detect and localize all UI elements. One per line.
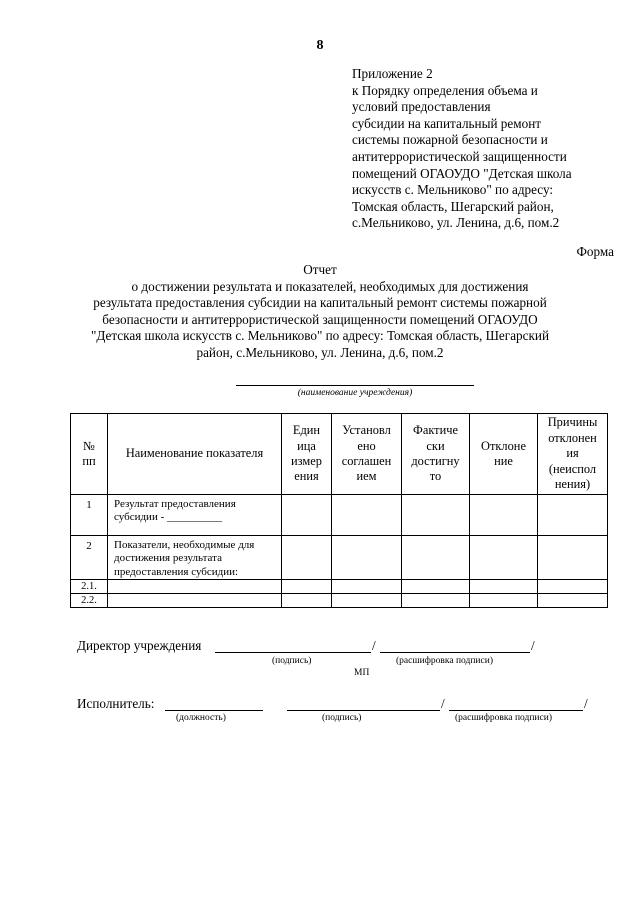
cell-unit[interactable] <box>282 536 332 580</box>
header-actual <box>402 414 470 495</box>
appendix-line: к Порядку определения объема и <box>352 82 538 98</box>
appendix-line: искусств с. Мельниково" по адресу: <box>352 182 554 198</box>
header-text: достигну <box>411 454 460 468</box>
director-decoding-caption: (расшифровка подписи) <box>396 656 493 666</box>
director-signature-caption: (подпись) <box>272 656 312 666</box>
table-row <box>71 580 608 594</box>
cell-deviation[interactable] <box>470 580 538 594</box>
appendix-line: Приложение 2 <box>352 66 433 81</box>
header-indicator-name: Наименование показателя <box>108 414 282 495</box>
row-name <box>108 495 282 536</box>
table-row <box>71 594 608 608</box>
header-text: ние <box>494 454 513 468</box>
row-num: 2.2. <box>71 594 108 608</box>
cell-agreed[interactable] <box>332 594 402 608</box>
page-number: 8 <box>316 38 324 53</box>
cell-actual[interactable] <box>402 495 470 536</box>
header-text: ски <box>426 438 445 453</box>
report-line: безопасности и антитеррористической защищенности помещений ОГАОУДО <box>102 311 538 327</box>
row-name-line: субсидии - __________ <box>114 511 222 524</box>
header-text: Отклоне <box>481 438 526 453</box>
header-text: ено <box>357 438 376 453</box>
header-text: пп <box>82 454 96 468</box>
cell-agreed[interactable] <box>332 495 402 536</box>
header-text: Един <box>292 423 321 438</box>
cell-unit[interactable] <box>282 495 332 536</box>
appendix-line: помещений ОГАОУДО "Детская школа <box>352 165 572 181</box>
header-text: Установл <box>342 423 391 438</box>
appendix-line: с.Мельниково, ул. Ленина, д.6, пом.2 <box>352 215 560 231</box>
executor-signature-line[interactable] <box>287 710 440 711</box>
appendix-line: субсидии на капитальный ремонт <box>352 115 542 131</box>
header-text: соглашен <box>341 454 392 468</box>
header-text: то <box>429 469 442 484</box>
director-slash-end: / <box>531 638 535 653</box>
indicators-table <box>70 413 608 608</box>
header-text: измер <box>291 454 322 468</box>
cell-reasons[interactable] <box>538 495 608 536</box>
cell-actual[interactable] <box>402 580 470 594</box>
header-text: ица <box>297 438 316 453</box>
appendix-header <box>352 66 572 232</box>
report-line: "Детская школа искусств с. Мельниково" по адресу: Томская область, Шегарский <box>90 328 550 344</box>
cell-reasons[interactable] <box>538 580 608 594</box>
director-slash: / <box>372 638 376 653</box>
row-name[interactable] <box>108 580 282 594</box>
header-text: № <box>83 438 95 453</box>
report-title: Отчет <box>303 262 337 277</box>
appendix-line: условий предоставления <box>352 99 491 115</box>
director-signature-line[interactable] <box>215 652 371 653</box>
cell-reasons[interactable] <box>538 536 608 580</box>
header-num <box>71 414 108 495</box>
executor-position-line[interactable] <box>165 710 263 711</box>
header-text: ия <box>566 446 579 461</box>
header-text: отклонен <box>548 430 597 445</box>
executor-slash-end: / <box>584 696 588 711</box>
report-line: о достижении результата и показателей, необходимых для достижения <box>131 278 529 294</box>
row-name-line: Результат предоставления <box>114 498 236 510</box>
report-line: район, с.Мельниково, ул. Ленина, д.6, пом.2 <box>196 344 444 360</box>
table-row <box>71 536 608 580</box>
header-text: ения <box>294 469 319 484</box>
organization-name-line <box>236 385 474 386</box>
row-name[interactable] <box>108 594 282 608</box>
header-unit <box>282 414 332 495</box>
cell-deviation[interactable] <box>470 495 538 536</box>
header-text: (неиспол <box>548 461 597 476</box>
header-text: нения) <box>554 477 591 492</box>
row-name <box>108 536 282 580</box>
executor-position-caption: (должность) <box>176 713 226 723</box>
executor-slash: / <box>441 696 445 711</box>
table-header-row <box>71 414 608 495</box>
appendix-line: Томская область, Шегарский район, <box>352 198 554 214</box>
header-text: ием <box>356 469 377 484</box>
executor-signature-caption: (подпись) <box>322 713 362 723</box>
cell-reasons[interactable] <box>538 594 608 608</box>
row-name-line: предоставления субсидии: <box>114 565 239 578</box>
row-num: 2.1. <box>71 580 108 594</box>
director-decoding-line[interactable] <box>380 652 530 653</box>
appendix-line: антитеррористической защищенности <box>352 148 567 164</box>
header-agreed <box>332 414 402 495</box>
header-text: Фактиче <box>413 423 458 438</box>
cell-unit[interactable] <box>282 580 332 594</box>
report-line: результата предоставления субсидии на капитальный ремонт системы пожарной <box>93 295 547 311</box>
cell-agreed[interactable] <box>332 536 402 580</box>
report-title-block <box>0 262 640 362</box>
executor-decoding-caption: (расшифровка подписи) <box>455 713 552 723</box>
director-label: Директор учреждения <box>77 638 202 653</box>
header-reasons <box>538 414 608 495</box>
cell-actual[interactable] <box>402 536 470 580</box>
organization-name-caption: (наименование учреждения) <box>297 388 413 398</box>
form-label: Форма <box>576 244 614 259</box>
executor-decoding-line[interactable] <box>449 710 583 711</box>
cell-unit[interactable] <box>282 594 332 608</box>
row-name-line: Показатели, необходимые для <box>114 539 255 551</box>
header-text: Причины <box>547 415 598 430</box>
header-deviation <box>470 414 538 495</box>
cell-actual[interactable] <box>402 594 470 608</box>
row-num: 1 <box>71 495 108 536</box>
stamp-label: МП <box>354 668 370 678</box>
appendix-line: системы пожарной безопасности и <box>352 132 548 148</box>
executor-label: Исполнитель: <box>77 696 155 711</box>
row-num: 2 <box>71 536 108 580</box>
cell-deviation[interactable] <box>470 536 538 580</box>
row-name-line: достижения результата <box>114 552 222 565</box>
table-row <box>71 495 608 536</box>
cell-deviation[interactable] <box>470 594 538 608</box>
cell-agreed[interactable] <box>332 580 402 594</box>
